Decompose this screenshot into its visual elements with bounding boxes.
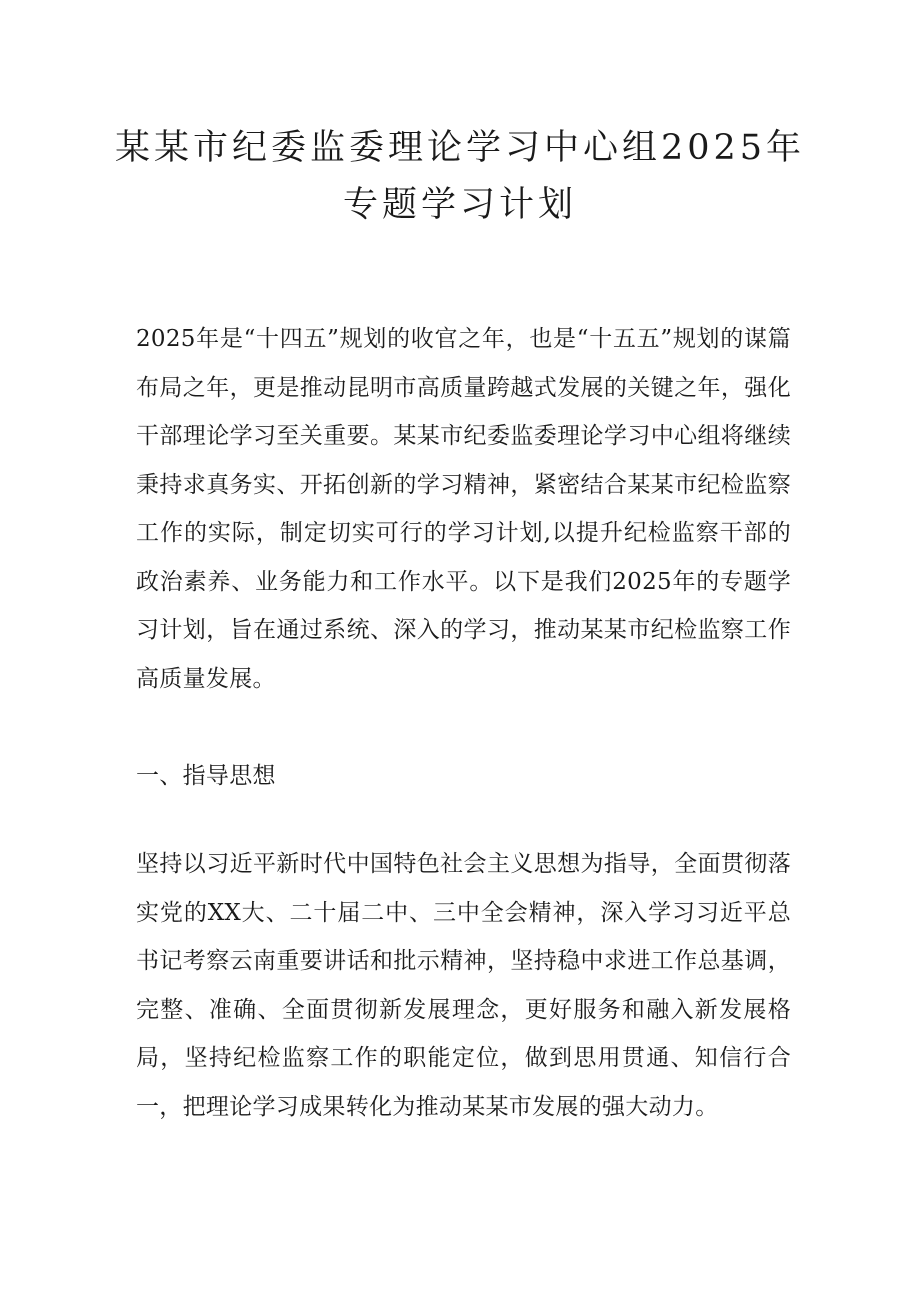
intro-paragraph: 2025年是“十四五”规划的收官之年，也是“十五五”规划的谋篇布局之年，更是推动昆明市高质量跨越式发展的关键之年，强化干部理论学习至关重要。某某市纪委监委理论学习中心组将继续秉持求真务实、开拓创新的学习精神，紧密结合某某市纪检监察工作的实际，制定切实可行的学习计划,以提升纪检监察干部的政治素养、业务能力和工作水平。以下是我们2025年的专题学习计划，旨在通过系统、深入的学习，推动某某市纪检监察工作高质量发展。 [136, 326, 791, 692]
section-body-guiding-ideology: 坚持以习近平新时代中国特色社会主义思想为指导，全面贯彻落实党的XX大、二十届二中、三中全会精神，深入学习习近平总书记考察云南重要讲话和批示精神，坚持稳中求进工作总基调，完整、准确、全面贯彻新发展理念，更好服务和融入新发展格局，坚持纪检监察工作的职能定位，做到思用贯通、知信行合一，把理论学习成果转化为推动某某市发展的强大动力。 [136, 851, 791, 1120]
document-title: 某某市纪委监委理论学习中心组2025年专题学习计划 [114, 128, 806, 225]
section-heading-guiding-ideology: 一、指导思想 [136, 763, 276, 789]
